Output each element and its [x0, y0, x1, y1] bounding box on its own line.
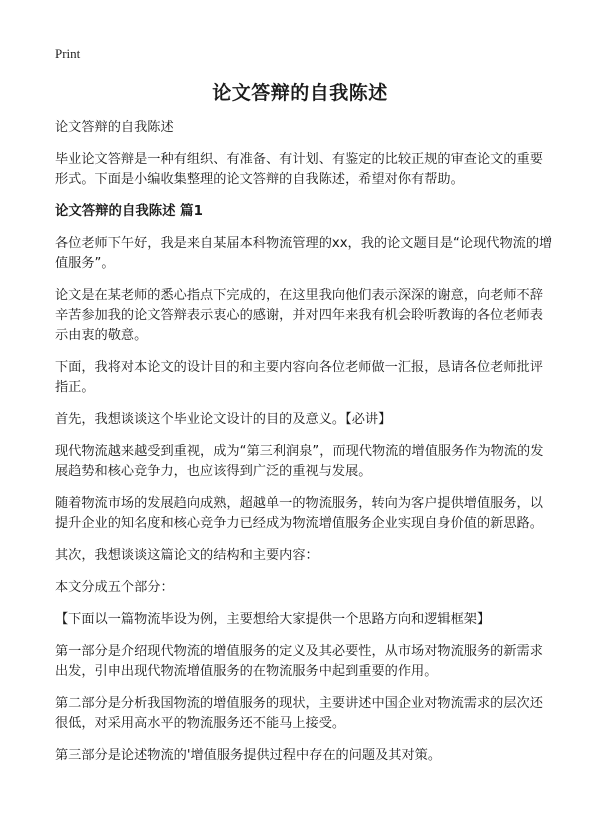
body-paragraph-8: 本文分成五个部分： [55, 580, 174, 595]
intro-heading-paragraph: 论文答辩的自我陈述 [55, 120, 174, 135]
page-title: 论文答辩的自我陈述 [212, 82, 388, 104]
body-paragraph-7: 其次，我想谈谈这篇论文的结构和主要内容： [55, 548, 319, 563]
body-paragraph-4: 首先，我想谈谈这个毕业论文设计的目的及意义。【必讲】 [55, 412, 392, 427]
body-paragraph-12: 第三部分是论述物流的'增值服务提供过程中存在的问题及其对策。 [55, 748, 442, 763]
body-paragraph-9: 【下面以一篇物流毕设为例，主要想给大家提供一个思路方向和逻辑框架】 [55, 612, 491, 627]
body-paragraph-5: 现代物流越来越受到重视，成为“第三利润泉”，而现代物流的增值服务作为物流的发展趋势和核心竞争力，也应该得到广泛的重视与发展。 [55, 444, 544, 479]
document-body [55, 118, 555, 778]
section-heading: 论文答辩的自我陈述 篇1 [55, 204, 203, 219]
print-link[interactable]: Print [55, 46, 81, 61]
body-paragraph-1: 各位老师下午好，我是来自某届本科物流管理的xx，我的论文题目是“论现代物流的增值服务”。 [55, 236, 553, 271]
body-paragraph-11: 第二部分是分析我国物流的增值服务的现状，主要讲述中国企业对物流需求的层次还很低，对采用高水平的物流服务还不能马上接受。 [55, 696, 543, 731]
body-paragraph-3: 下面，我将对本论文的设计目的和主要内容向各位老师做一汇报，恳请各位老师批评指正。 [55, 360, 543, 395]
body-paragraph-6: 随着物流市场的发展趋向成熟，超越单一的物流服务，转向为客户提供增值服务，以提升企业的知名度和核心竞争力已经成为物流增值服务企业实现自身价值的新思路。 [55, 496, 543, 531]
intro-paragraph: 毕业论文答辩是一种有组织、有准备、有计划、有鉴定的比较正规的审查论文的重要形式。下面是小编收集整理的论文答辩的自我陈述，希望对你有帮助。 [55, 152, 543, 187]
body-paragraph-2: 论文是在某老师的悉心指点下完成的，在这里我向他们表示深深的谢意，向老师不辞辛苦参加我的论文答辩表示衷心的感谢，并对四年来我有机会聆听教诲的各位老师表示由衷的敬意。 [55, 288, 543, 343]
body-paragraph-10: 第一部分是介绍现代物流的增值服务的定义及其必要性，从市场对物流服务的新需求出发，引申出现代物流增值服务的在物流服务中起到重要的作用。 [55, 644, 543, 679]
